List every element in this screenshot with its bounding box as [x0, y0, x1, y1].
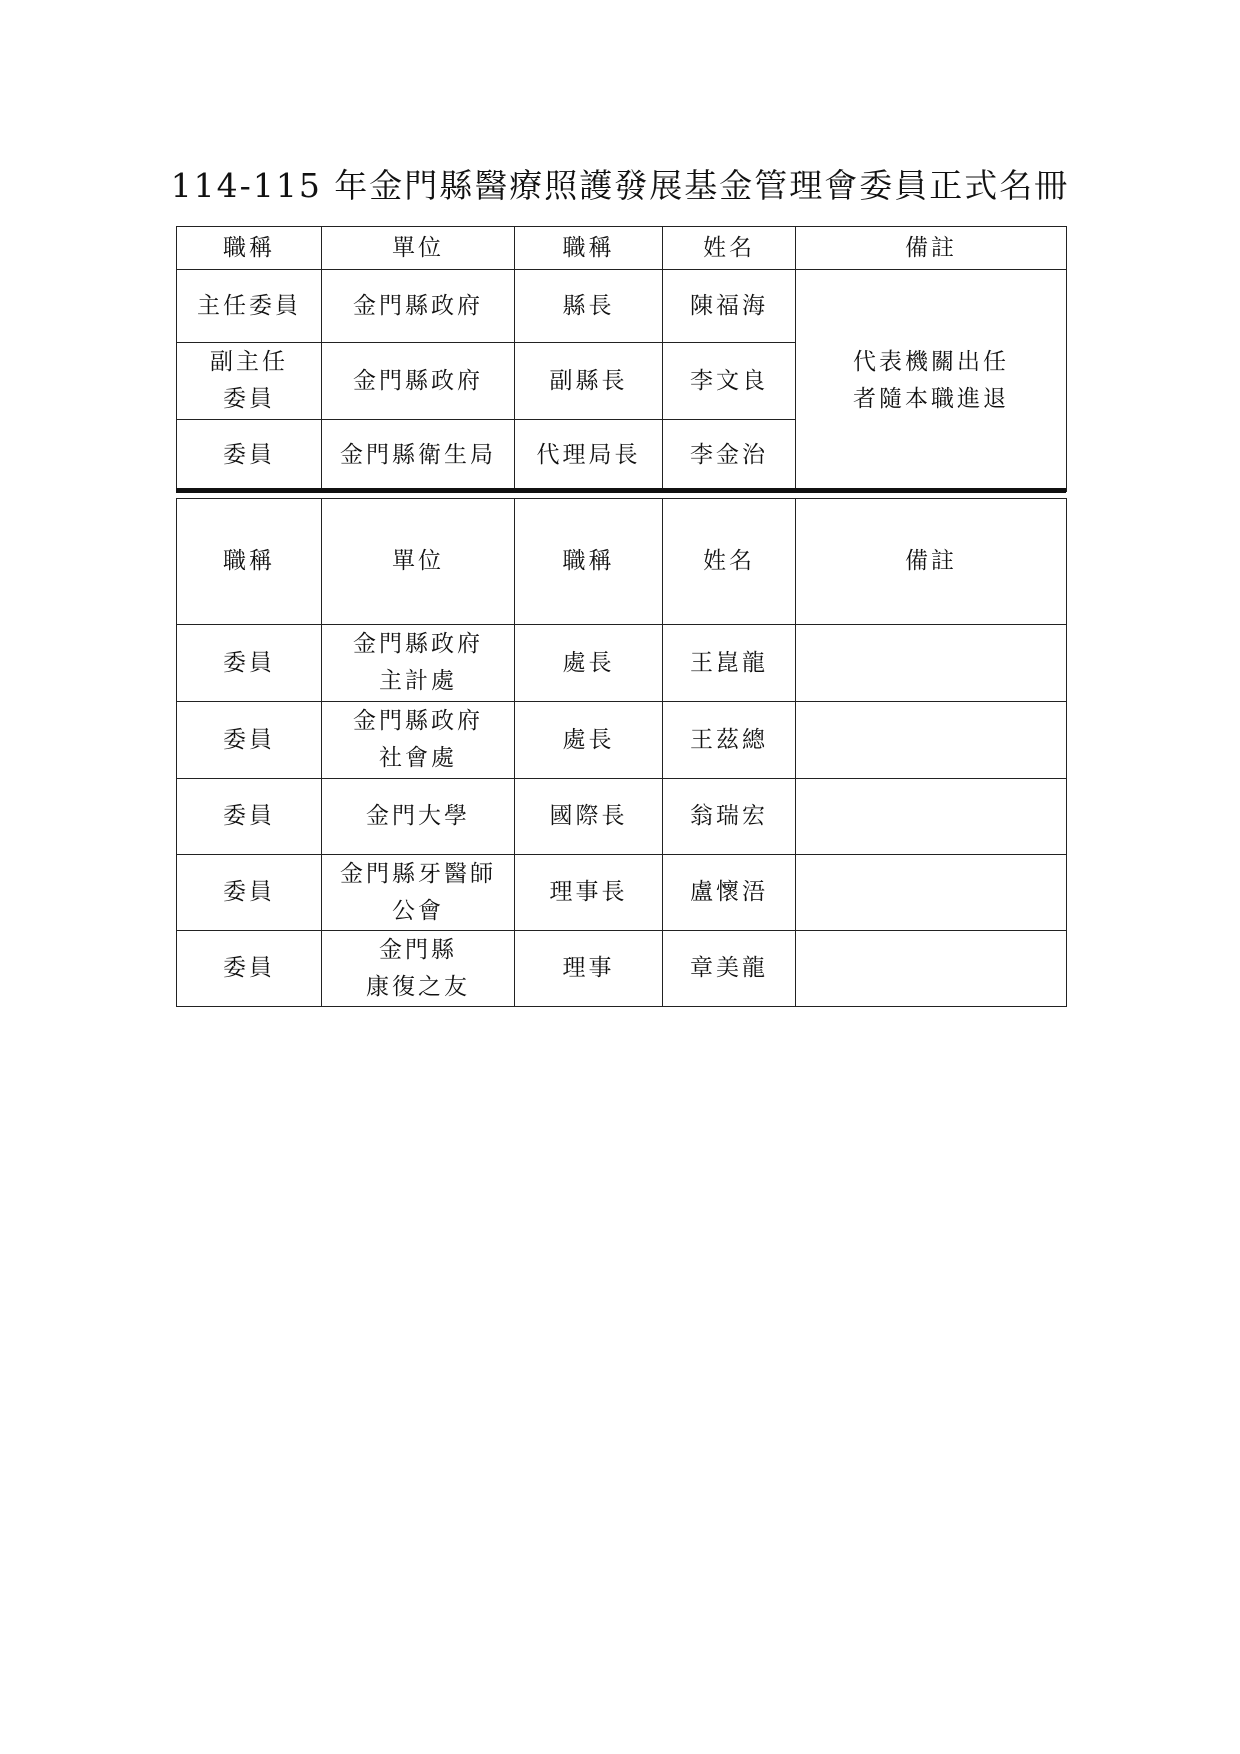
page-title: 114-115 年金門縣醫療照護發展基金管理會委員正式名冊 — [170, 166, 1070, 205]
name-cell-text: 翁瑞宏 — [690, 803, 768, 829]
note-cell — [796, 702, 1067, 779]
unit-cell-text: 金門縣政府 — [353, 631, 483, 657]
position-cell-text: 副縣長 — [549, 367, 628, 394]
role-cell-text: 委員 — [223, 442, 275, 468]
bottom-roster-table — [176, 498, 1067, 1007]
role-cell-text: 委員 — [223, 726, 275, 753]
table-divider — [176, 488, 1066, 493]
unit-cell-text: 公會 — [392, 897, 444, 924]
header-name: 姓名 — [663, 227, 796, 270]
unit-cell-text: 金門縣衛生局 — [340, 442, 496, 468]
top-roster-table — [176, 226, 1067, 492]
note-cell-text: 者隨本職進退 — [853, 385, 1009, 412]
position-cell-text: 處長 — [562, 649, 615, 676]
note-cell — [796, 779, 1067, 855]
role-cell — [177, 855, 322, 931]
unit-cell-text: 金門縣政府 — [353, 292, 483, 319]
header-note: 備註 — [796, 499, 1067, 625]
header-position: 職稱 — [515, 499, 663, 625]
name-cell-text: 盧懷浯 — [690, 879, 768, 905]
role-cell — [177, 343, 322, 420]
unit-cell — [322, 779, 515, 855]
name-cell — [663, 779, 796, 855]
unit-cell-text: 金門縣政府 — [353, 708, 483, 734]
name-cell-text: 陳福海 — [690, 292, 768, 319]
unit-cell — [322, 931, 515, 1007]
position-cell-text: 國際長 — [549, 803, 628, 829]
name-cell-text: 章美龍 — [690, 955, 768, 981]
table-row — [177, 270, 1067, 343]
unit-cell-text: 金門縣政府 — [353, 367, 483, 394]
name-cell — [663, 855, 796, 931]
position-cell-text: 理事長 — [549, 879, 628, 905]
unit-cell-text: 康復之友 — [366, 973, 470, 1000]
unit-cell-text: 金門大學 — [366, 803, 470, 829]
name-cell — [663, 420, 796, 492]
role-cell — [177, 625, 322, 702]
note-cell — [796, 270, 1067, 492]
role-cell-text: 主任委員 — [197, 292, 301, 319]
unit-cell — [322, 702, 515, 779]
note-cell — [796, 625, 1067, 702]
top-header-row — [177, 227, 1067, 270]
unit-cell — [322, 343, 515, 420]
role-cell — [177, 931, 322, 1007]
unit-cell-text: 金門縣牙醫師 — [340, 860, 496, 887]
role-cell-text: 委員 — [223, 649, 275, 676]
position-cell-text: 縣長 — [562, 292, 615, 319]
position-cell — [515, 779, 663, 855]
table-row — [177, 855, 1067, 931]
header-position: 職稱 — [515, 227, 663, 270]
note-cell-text: 代表機關出任 — [853, 348, 1009, 375]
unit-cell-text: 金門縣 — [379, 936, 457, 963]
header-note: 備註 — [796, 227, 1067, 270]
table-row — [177, 702, 1067, 779]
role-cell-text: 副主任 — [210, 349, 288, 375]
role-cell-text: 委員 — [223, 386, 275, 412]
role-cell — [177, 779, 322, 855]
name-cell-text: 李文良 — [690, 367, 768, 394]
position-cell — [515, 420, 663, 492]
name-cell-text: 王茲總 — [690, 726, 768, 753]
role-cell — [177, 420, 322, 492]
header-unit: 單位 — [322, 227, 515, 270]
position-cell — [515, 270, 663, 343]
position-cell — [515, 931, 663, 1007]
bottom-header-row — [177, 499, 1067, 625]
unit-cell — [322, 420, 515, 492]
header-role: 職稱 — [177, 499, 322, 625]
position-cell-text: 理事 — [562, 955, 615, 981]
unit-cell-text: 主計處 — [379, 668, 457, 694]
name-cell-text: 李金治 — [690, 442, 768, 468]
position-cell — [515, 702, 663, 779]
name-cell — [663, 270, 796, 343]
header-role: 職稱 — [177, 227, 322, 270]
table-row — [177, 625, 1067, 702]
unit-cell — [322, 625, 515, 702]
name-cell-text: 王崑龍 — [690, 649, 768, 676]
role-cell-text: 委員 — [223, 879, 275, 905]
name-cell — [663, 702, 796, 779]
role-cell-text: 委員 — [223, 955, 275, 981]
position-cell — [515, 855, 663, 931]
position-cell — [515, 343, 663, 420]
position-cell-text: 代理局長 — [536, 442, 641, 468]
unit-cell-text: 社會處 — [379, 745, 457, 771]
note-cell — [796, 855, 1067, 931]
table-row — [177, 779, 1067, 855]
header-name: 姓名 — [663, 499, 796, 625]
name-cell — [663, 931, 796, 1007]
table-row — [177, 931, 1067, 1007]
name-cell — [663, 625, 796, 702]
role-cell — [177, 270, 322, 343]
note-cell — [796, 931, 1067, 1007]
position-cell-text: 處長 — [562, 726, 615, 753]
unit-cell — [322, 270, 515, 343]
role-cell-text: 委員 — [223, 803, 275, 829]
unit-cell — [322, 855, 515, 931]
name-cell — [663, 343, 796, 420]
role-cell — [177, 702, 322, 779]
header-unit: 單位 — [322, 499, 515, 625]
position-cell — [515, 625, 663, 702]
